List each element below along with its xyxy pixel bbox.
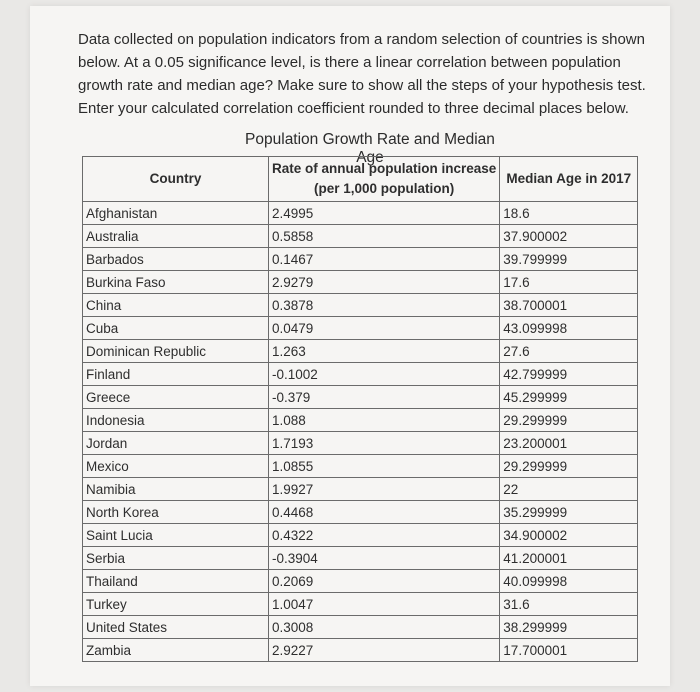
table-row	[83, 317, 638, 340]
table-row	[83, 432, 638, 455]
table-row	[83, 455, 638, 478]
cell-country: Finland	[83, 363, 269, 386]
cell-median-age: 31.6	[500, 593, 638, 616]
cell-growth-rate: 0.0479	[269, 317, 500, 340]
cell-growth-rate: 0.2069	[269, 570, 500, 593]
header-rate	[269, 157, 500, 202]
table-row	[83, 271, 638, 294]
table-row	[83, 363, 638, 386]
cell-median-age: 34.900002	[500, 524, 638, 547]
cell-growth-rate: 0.3008	[269, 616, 500, 639]
table-row	[83, 616, 638, 639]
cell-median-age: 40.099998	[500, 570, 638, 593]
cell-country: United States	[83, 616, 269, 639]
cell-country: Namibia	[83, 478, 269, 501]
cell-growth-rate: 1.0047	[269, 593, 500, 616]
header-country: Country	[83, 157, 269, 202]
table-row	[83, 248, 638, 271]
table-row	[83, 386, 638, 409]
cell-growth-rate: 1.088	[269, 409, 500, 432]
table-row	[83, 593, 638, 616]
cell-country: Afghanistan	[83, 202, 269, 225]
cell-country: Thailand	[83, 570, 269, 593]
cell-median-age: 35.299999	[500, 501, 638, 524]
table-header-row	[83, 157, 638, 202]
cell-growth-rate: 0.3878	[269, 294, 500, 317]
cell-median-age: 38.700001	[500, 294, 638, 317]
cell-growth-rate: 2.4995	[269, 202, 500, 225]
cell-median-age: 17.700001	[500, 639, 638, 662]
cell-median-age: 23.200001	[500, 432, 638, 455]
cell-country: Burkina Faso	[83, 271, 269, 294]
cell-country: Australia	[83, 225, 269, 248]
cell-country: Zambia	[83, 639, 269, 662]
cell-growth-rate: 1.9927	[269, 478, 500, 501]
cell-median-age: 27.6	[500, 340, 638, 363]
table-title: Population Growth Rate and Median Age	[245, 131, 495, 166]
cell-growth-rate: 1.263	[269, 340, 500, 363]
cell-country: Greece	[83, 386, 269, 409]
cell-country: Cuba	[83, 317, 269, 340]
cell-median-age: 38.299999	[500, 616, 638, 639]
cell-country: China	[83, 294, 269, 317]
table-row	[83, 409, 638, 432]
table-row	[83, 524, 638, 547]
data-table	[82, 156, 638, 662]
cell-median-age: 45.299999	[500, 386, 638, 409]
cell-median-age: 22	[500, 478, 638, 501]
table-row	[83, 202, 638, 225]
cell-country: Serbia	[83, 547, 269, 570]
cell-growth-rate: 0.4322	[269, 524, 500, 547]
cell-country: Saint Lucia	[83, 524, 269, 547]
table-row	[83, 547, 638, 570]
table-row	[83, 225, 638, 248]
cell-median-age: 29.299999	[500, 409, 638, 432]
table-body	[83, 202, 638, 662]
question-text: Data collected on population indicators from a random selection of countries is shown below. At a 0.05 significance level, is there a linear correlation between population growth rate and median age? Make sure to show all the steps of your hypothesis test. Enter your calculated correlation coefficient rounded to three decimal places below.	[78, 31, 646, 117]
cell-country: Mexico	[83, 455, 269, 478]
cell-country: Indonesia	[83, 409, 269, 432]
table-row	[83, 501, 638, 524]
cell-median-age: 18.6	[500, 202, 638, 225]
cell-growth-rate: 1.7193	[269, 432, 500, 455]
cell-median-age: 17.6	[500, 271, 638, 294]
cell-growth-rate: 0.5858	[269, 225, 500, 248]
cell-growth-rate: 2.9279	[269, 271, 500, 294]
cell-median-age: 37.900002	[500, 225, 638, 248]
table-row	[83, 639, 638, 662]
cell-growth-rate: -0.1002	[269, 363, 500, 386]
document-page	[30, 6, 670, 686]
table-row	[83, 340, 638, 363]
cell-median-age: 43.099998	[500, 317, 638, 340]
cell-median-age: 29.299999	[500, 455, 638, 478]
cell-growth-rate: 1.0855	[269, 455, 500, 478]
header-median-age: Median Age in 2017	[500, 157, 638, 202]
cell-country: North Korea	[83, 501, 269, 524]
cell-growth-rate: 2.9227	[269, 639, 500, 662]
cell-growth-rate: 0.1467	[269, 248, 500, 271]
cell-growth-rate: -0.3904	[269, 547, 500, 570]
table-row	[83, 570, 638, 593]
header-rate-line2: (per 1,000 population)	[314, 181, 455, 196]
cell-median-age: 42.799999	[500, 363, 638, 386]
cell-country: Jordan	[83, 432, 269, 455]
cell-growth-rate: -0.379	[269, 386, 500, 409]
cell-growth-rate: 0.4468	[269, 501, 500, 524]
cell-country: Dominican Republic	[83, 340, 269, 363]
cell-country: Barbados	[83, 248, 269, 271]
table-row	[83, 294, 638, 317]
table-row	[83, 478, 638, 501]
cell-median-age: 39.799999	[500, 248, 638, 271]
header-rate-line1: Rate of annual population increase	[272, 161, 497, 176]
cell-median-age: 41.200001	[500, 547, 638, 570]
cell-country: Turkey	[83, 593, 269, 616]
